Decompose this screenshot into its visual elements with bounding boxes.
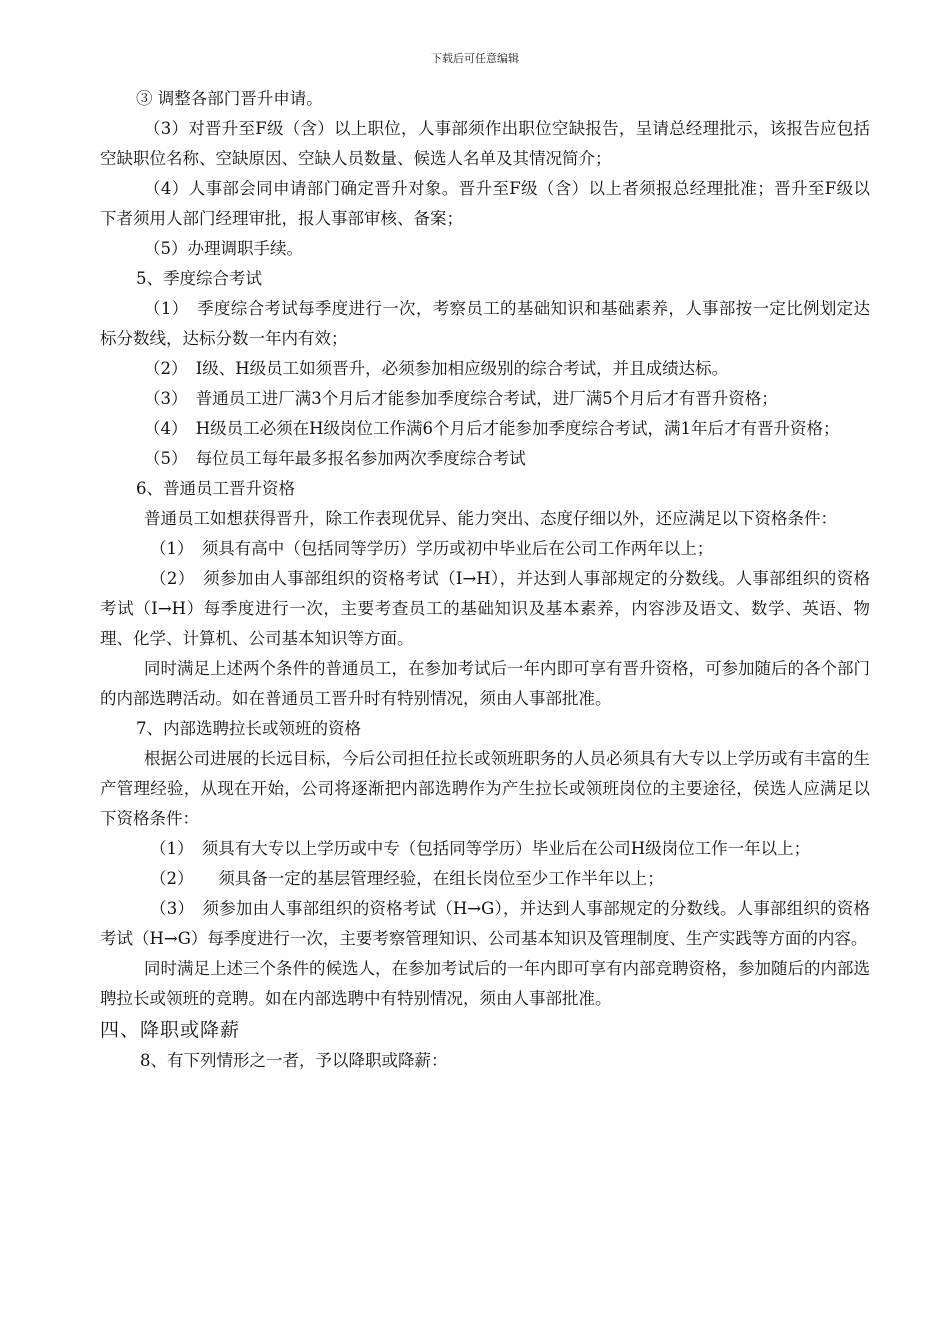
paragraph-staff-promotion-intro: 普通员工如想获得晋升，除工作表现优异、能力突出、态度仔细以外，还应满足以下资格条件： [144, 509, 837, 528]
paragraph-adjust-applications: ③ 调整各部门晋升申请。 [136, 89, 323, 108]
paragraph-selection-condition-1: （1） 须具有大专以上学历或中专（包括同等学历）毕业后在公司H级岗位工作一年以上； [150, 839, 811, 858]
paragraph-exam-rule-5: （5） 每位员工每年最多报名参加两次季度综合考试 [144, 449, 526, 468]
paragraph-exam-rule-2: （2） I级、H级员工如须晋升，必须参加相应级别的综合考试，并且成绩达标。 [144, 359, 729, 378]
paragraph-confirm-promotion: （4）人事部会同申请部门确定晋升对象。晋升至F级（含）以上者须报总经理批准；晋升至F级以下者须用人部门经理审批，报人事部审核、备案； [100, 179, 870, 228]
paragraph-exam-rule-1: （1） 季度综合考试每季度进行一次，考察员工的基础知识和基础素养，人事部按一定比例划定达标分数线，达标分数一年内有效； [100, 299, 870, 348]
paragraph-selection-condition-3: （3） 须参加由人事部组织的资格考试（H→G），并达到人事部规定的分数线。人事部组织的资格考试（H→G）每季度进行一次，主要考察管理知识、公司基本知识及管理制度、生产实践等方面的内容。 [100, 899, 870, 948]
paragraph-staff-condition-2: （2） 须参加由人事部组织的资格考试（I→H），并达到人事部规定的分数线。人事部组织的资格考试（I→H）每季度进行一次，主要考查员工的基础知识及基本素养，内容涉及语文、数学、英语、物理、化学、计算机、公司基本知识等方面。 [100, 569, 870, 648]
page-header: 下载后可任意编辑 [431, 52, 519, 65]
paragraph-staff-promotion-summary: 同时满足上述两个条件的普通员工，在参加考试后一年内即可享有晋升资格，可参加随后的各个部门的内部选聘活动。如在普通员工晋升时有特别情况，须由人事部批准。 [100, 659, 870, 708]
paragraph-exam-rule-3: （3） 普通员工进厂满3个月后才能参加季度综合考试，进厂满5个月后才有晋升资格； [144, 389, 778, 408]
section-heading-staff-promotion: 6、普通员工晋升资格 [136, 479, 295, 498]
paragraph-selection-summary: 同时满足上述三个条件的候选人，在参加考试后的一年内即可享有内部竞聘资格，参加随后的内部选聘拉长或领班的竞聘。如在内部选聘中有特别情况，须由人事部批准。 [100, 959, 870, 1008]
paragraph-internal-selection-intro: 根据公司进展的长远目标，今后公司担任拉长或领班职务的人员必须具有大专以上学历或有丰富的生产管理经验，从现在开始，公司将逐渐把内部选聘作为产生拉长或领班岗位的主要途径，侯选人应满足以下资格条件： [100, 749, 870, 828]
paragraph-transfer-procedure: （5）办理调职手续。 [144, 239, 303, 258]
document-body [100, 84, 870, 1076]
paragraph-staff-condition-1: （1） 须具有高中（包括同等学历）学历或初中毕业后在公司工作两年以上； [150, 539, 714, 558]
paragraph-selection-condition-2: （2） 须具备一定的基层管理经验，在组长岗位至少工作半年以上； [150, 869, 664, 888]
section-heading-demotion: 四、降职或降薪 [100, 1019, 241, 1041]
paragraph-exam-rule-4: （4） H级员工必须在H级岗位工作满6个月后才能参加季度综合考试，满1年后才有晋升资格； [144, 419, 840, 438]
section-heading-quarterly-exam: 5、季度综合考试 [136, 269, 262, 288]
paragraph-demotion-item-8: 8、有下列情形之一者，予以降职或降薪： [140, 1051, 448, 1070]
section-heading-internal-selection: 7、内部选聘拉长或领班的资格 [136, 719, 361, 738]
paragraph-vacancy-report: （3）对晋升至F级（含）以上职位，人事部须作出职位空缺报告，呈请总经理批示，该报告应包括空缺职位名称、空缺原因、空缺人员数量、候选人名单及其情况简介； [100, 119, 870, 168]
